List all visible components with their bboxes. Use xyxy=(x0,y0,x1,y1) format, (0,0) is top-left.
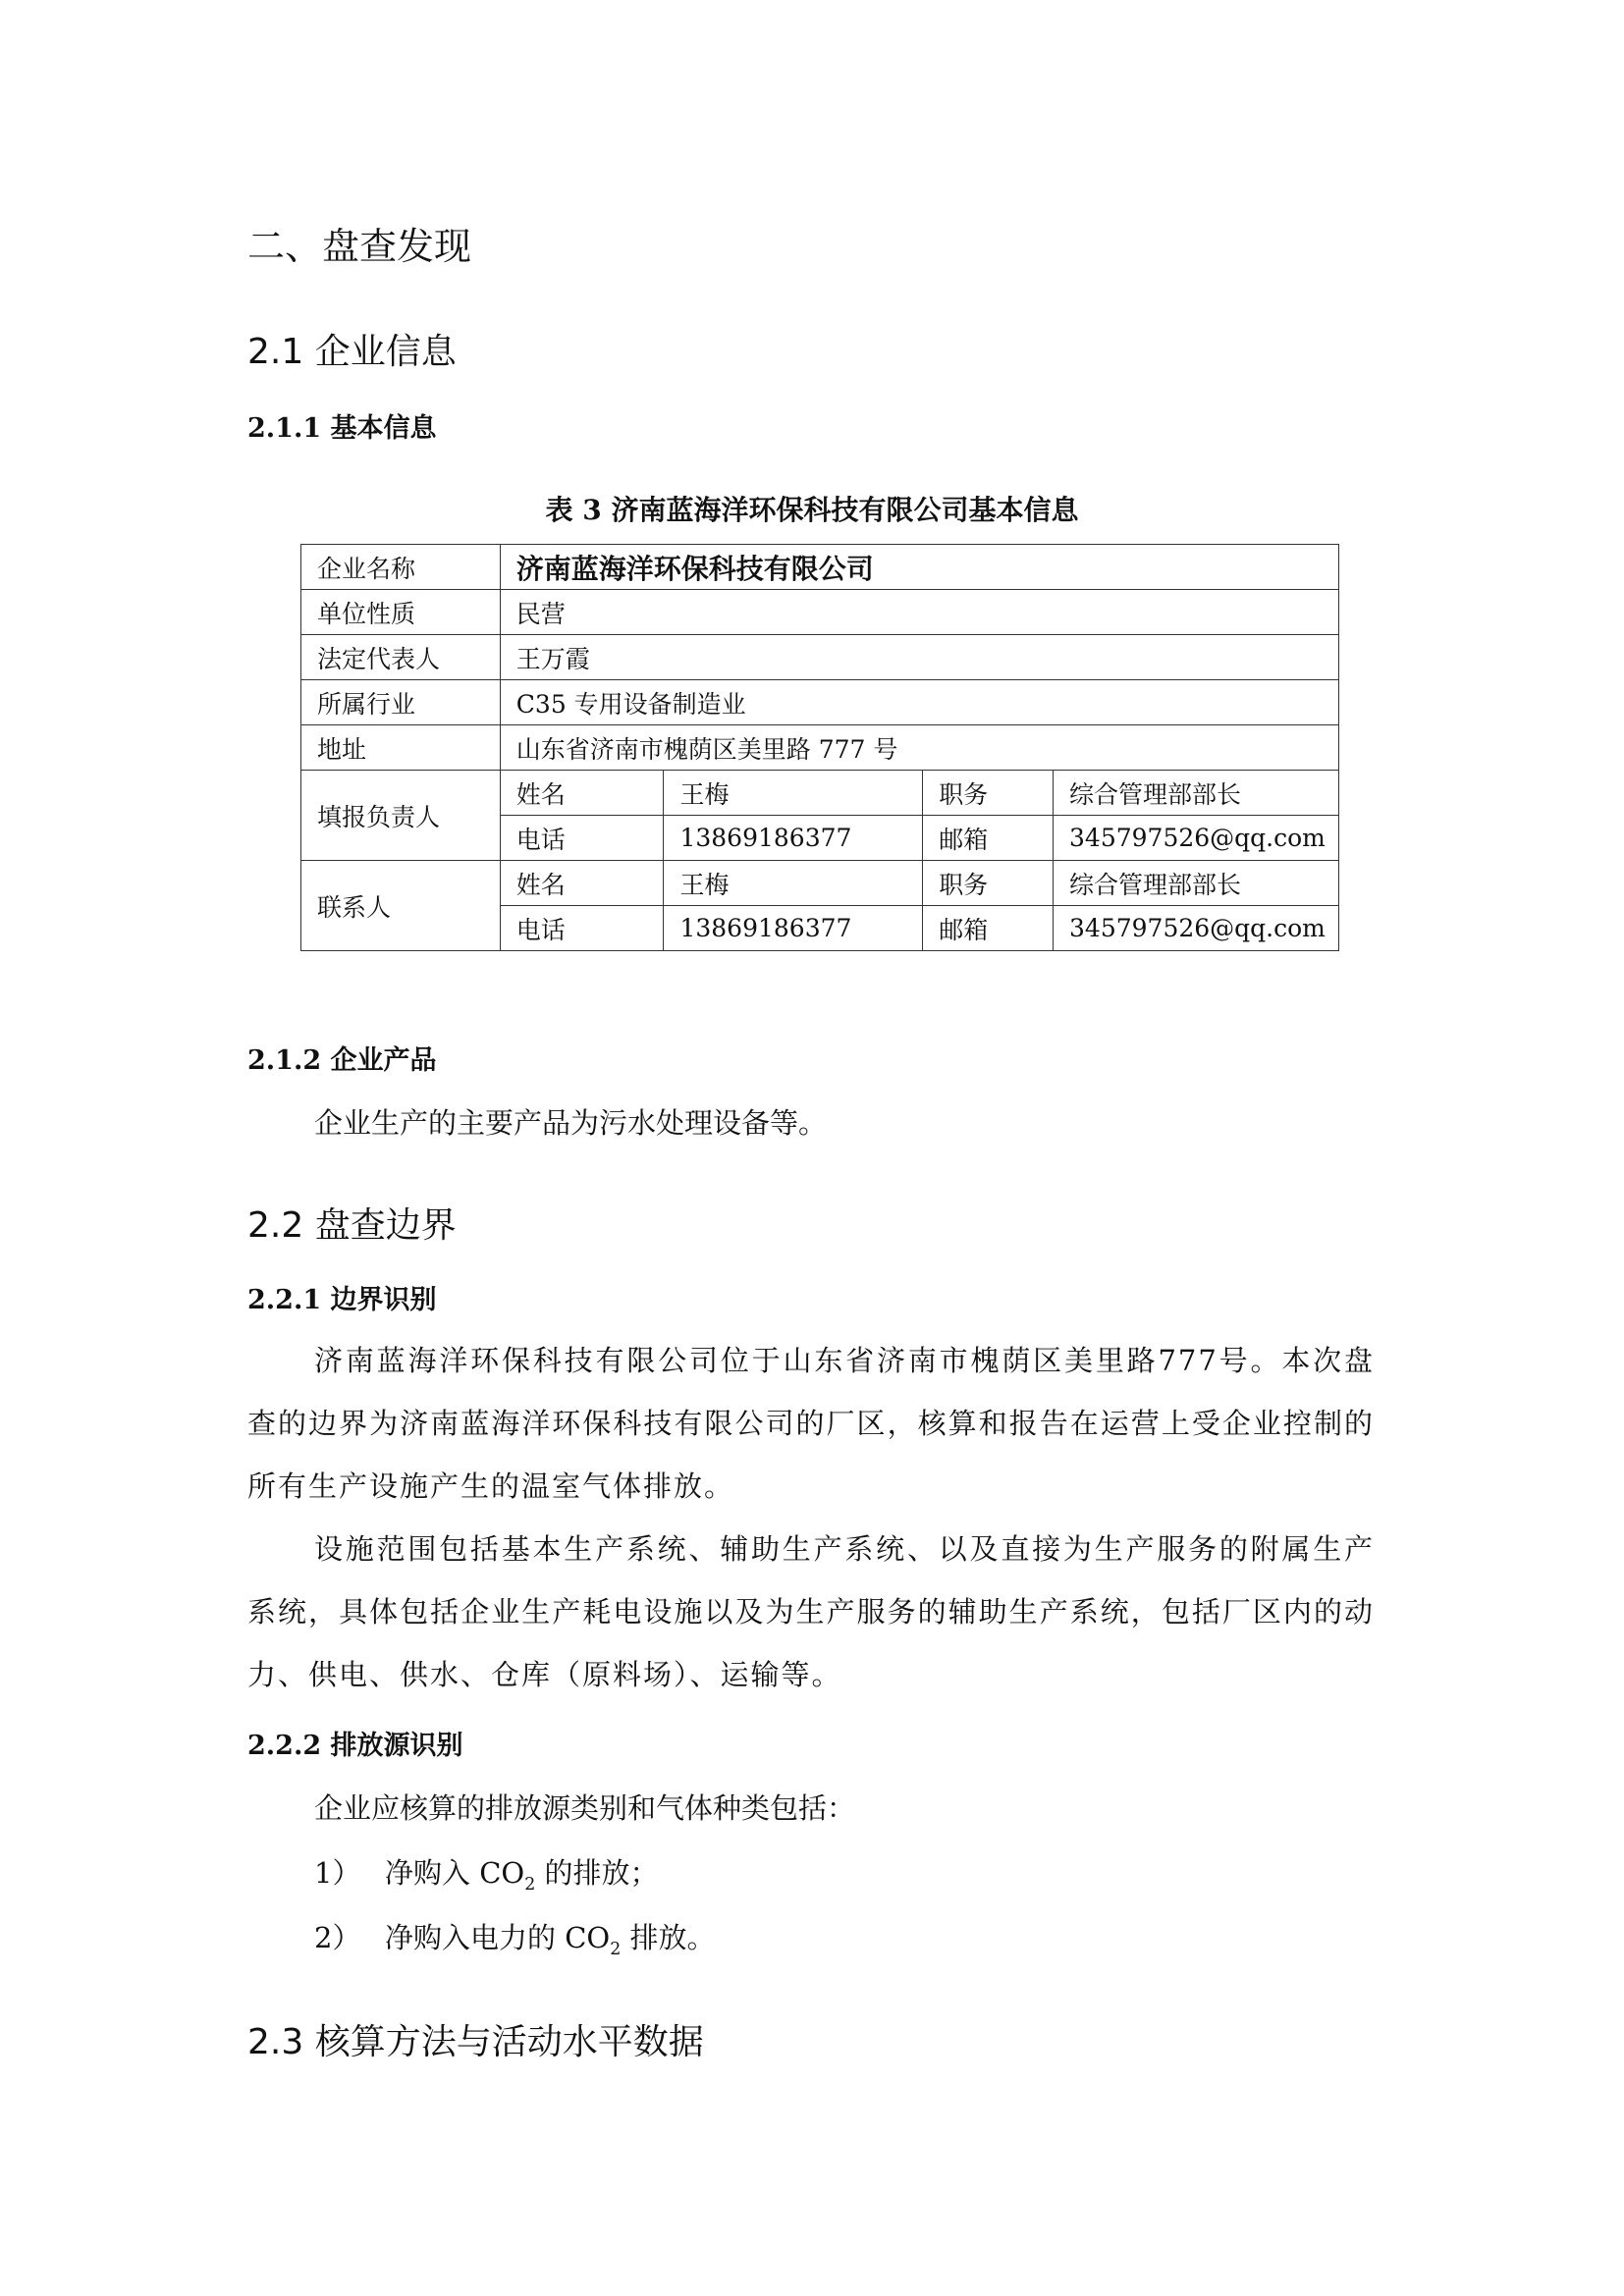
list-number: 1） xyxy=(314,1856,361,1890)
heading-2-3: 2.3 核算方法与活动水平数据 xyxy=(247,2022,704,2062)
basic-info-table xyxy=(300,544,1339,951)
heading-2-1-1: 2.1.1 基本信息 xyxy=(247,413,437,444)
label-cell: 地址 xyxy=(301,725,501,771)
list-number: 2） xyxy=(314,1921,361,1954)
value-cell: 13869186377 xyxy=(664,816,923,861)
table-row xyxy=(301,680,1339,725)
label-cell: 姓名 xyxy=(500,771,664,816)
label-cell: 电话 xyxy=(500,906,664,951)
value-cell: 王万霞 xyxy=(500,635,1338,680)
list-text: 的排放； xyxy=(535,1856,659,1890)
list-text: 排放。 xyxy=(621,1921,716,1954)
value-cell: 13869186377 xyxy=(664,906,923,951)
list-text: 净购入 CO xyxy=(385,1856,525,1890)
table-row xyxy=(301,635,1339,680)
value-cell: 王梅 xyxy=(664,861,923,906)
label-cell: 所属行业 xyxy=(301,680,501,725)
label-cell: 姓名 xyxy=(500,861,664,906)
value-cell: 民营 xyxy=(500,590,1338,635)
value-cell: C35 专用设备制造业 xyxy=(500,680,1338,725)
table-row xyxy=(301,771,1339,816)
label-cell: 联系人 xyxy=(301,861,501,951)
heading-2-1-2: 2.1.2 企业产品 xyxy=(247,1045,437,1076)
label-cell: 填报负责人 xyxy=(301,771,501,861)
table-row xyxy=(301,545,1339,590)
table-row xyxy=(301,861,1339,906)
value-cell: 综合管理部部长 xyxy=(1054,861,1339,906)
label-cell: 单位性质 xyxy=(301,590,501,635)
list-item xyxy=(314,1906,715,1981)
value-cell: 345797526@qq.com xyxy=(1054,906,1339,951)
section-heading: 二、盘查发现 xyxy=(247,225,472,268)
heading-2-2-2: 2.2.2 排放源识别 xyxy=(247,1731,463,1761)
label-cell: 职务 xyxy=(923,771,1054,816)
subscript: 2 xyxy=(524,1874,536,1895)
list-item xyxy=(314,1842,658,1916)
label-cell: 法定代表人 xyxy=(301,635,501,680)
value-cell: 王梅 xyxy=(664,771,923,816)
label-cell: 邮箱 xyxy=(923,906,1054,951)
heading-2-2-1: 2.2.1 边界识别 xyxy=(247,1285,437,1315)
table-caption: 表 3 济南蓝海洋环保科技有限公司基本信息 xyxy=(545,494,1079,526)
table-row xyxy=(301,725,1339,771)
subscript: 2 xyxy=(610,1939,622,1959)
boundary-paragraph-2: 设施范围包括基本生产系统、辅助生产系统、以及直接为生产服务的附属生产系统，具体包括企业生产耗电设施以及为生产服务的辅助生产系统，包括厂区内的动力、供电、供水、仓库（原料场）、运输等。 xyxy=(247,1532,1375,1691)
list-text: 净购入电力的 CO xyxy=(385,1921,611,1954)
value-cell: 综合管理部部长 xyxy=(1054,771,1339,816)
table-row xyxy=(301,590,1339,635)
label-cell: 企业名称 xyxy=(301,545,501,590)
label-cell: 邮箱 xyxy=(923,816,1054,861)
value-cell: 345797526@qq.com xyxy=(1054,816,1339,861)
products-text: 企业生产的主要产品为污水处理设备等。 xyxy=(314,1106,828,1140)
heading-2-1: 2.1 企业信息 xyxy=(247,332,457,372)
emission-intro: 企业应核算的排放源类别和气体种类包括： xyxy=(314,1791,856,1825)
boundary-paragraph-1: 济南蓝海洋环保科技有限公司位于山东省济南市槐荫区美里路777号。本次盘查的边界为济南蓝海洋环保科技有限公司的厂区，核算和报告在运营上受企业控制的所有生产设施产生的温室气体排放。 xyxy=(247,1344,1375,1503)
heading-2-2: 2.2 盘查边界 xyxy=(247,1205,457,1246)
company-name-cell: 济南蓝海洋环保科技有限公司 xyxy=(500,545,1338,590)
label-cell: 电话 xyxy=(500,816,664,861)
label-cell: 职务 xyxy=(923,861,1054,906)
value-cell: 山东省济南市槐荫区美里路 777 号 xyxy=(500,725,1338,771)
